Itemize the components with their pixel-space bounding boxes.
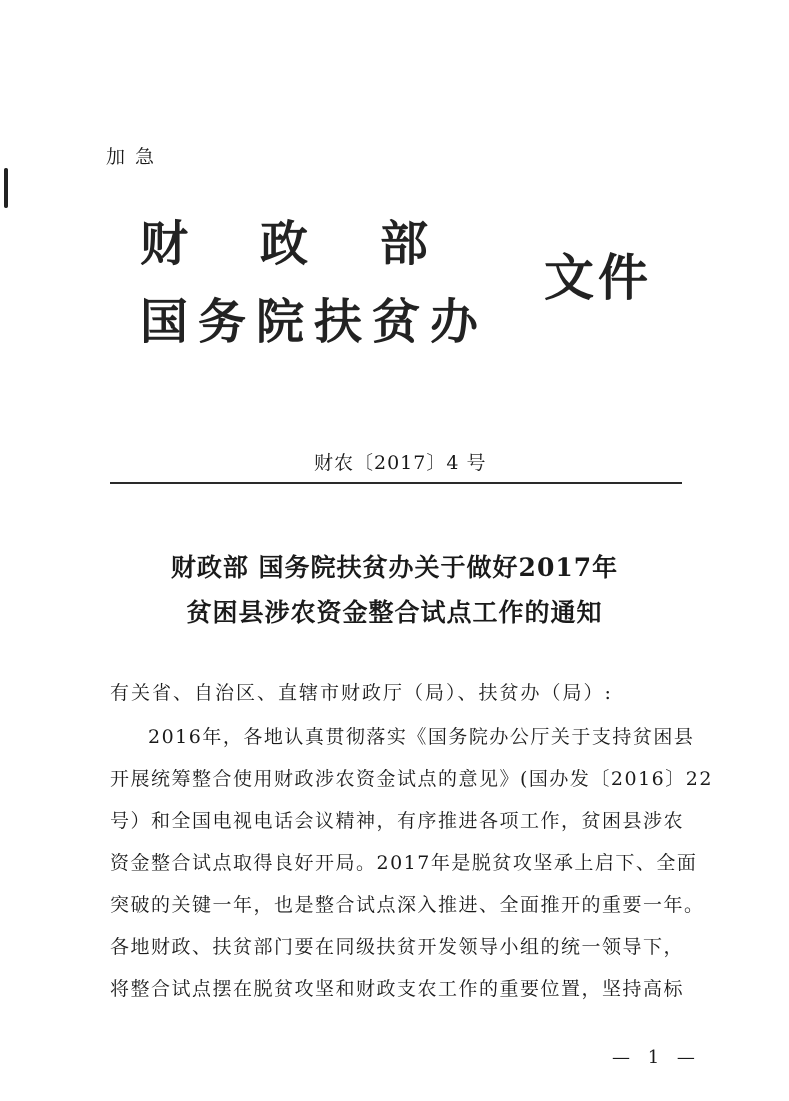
body-line: 资金整合试点取得良好开局。2017年是脱贫攻坚承上启下、全面 xyxy=(110,852,698,874)
header-divider xyxy=(110,482,682,484)
document-word: 文件 xyxy=(544,249,652,307)
body-line: 突破的关键一年，也是整合试点深入推进、全面推开的重要一年。 xyxy=(110,894,705,916)
issuer-ministry-of-finance: 财政部 xyxy=(140,216,501,272)
issuer-poverty-alleviation-office: 国务院扶贫办 xyxy=(140,294,489,350)
document-number: 财农〔2017〕4 号 xyxy=(314,452,487,474)
body-line: 号）和全国电视电话会议精神，有序推进各项工作，贫困县涉农 xyxy=(110,810,685,832)
document-title-line-2: 贫困县涉农资金整合试点工作的通知 xyxy=(186,598,603,627)
body-line: 各地财政、扶贫部门要在同级扶贫开发领导小组的统一领导下， xyxy=(110,936,685,958)
binding-mark xyxy=(4,168,8,208)
urgency-label: 加急 xyxy=(106,146,165,168)
body-line: 开展统筹整合使用财政涉农资金试点的意见》(国办发〔2016〕22 xyxy=(110,768,713,790)
document-title-line-1: 财政部 国务院扶贫办关于做好2017年 xyxy=(170,553,619,582)
body-line: 将整合试点摆在脱贫攻坚和财政支农工作的重要位置，坚持高标 xyxy=(110,978,685,1000)
body-line: 2016年，各地认真贯彻落实《国务院办公厅关于支持贫困县 xyxy=(148,726,695,748)
page-number: — 1 — xyxy=(612,1047,701,1068)
salutation: 有关省、自治区、直辖市财政厅（局）、扶贫办（局）: xyxy=(110,682,613,704)
